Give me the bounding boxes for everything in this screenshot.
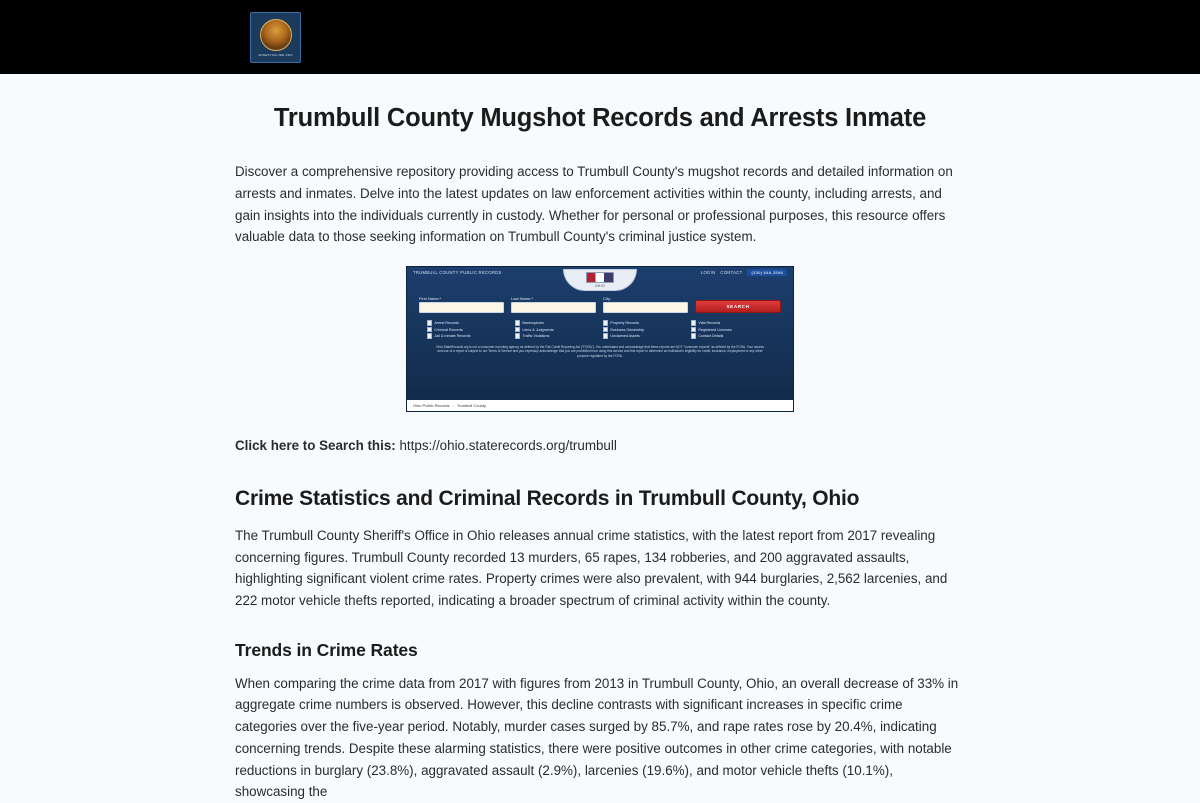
checkbox-label: Liens & Judgments [522, 327, 554, 332]
checkbox-icon[interactable] [603, 327, 608, 332]
breadcrumb-item-trumbull[interactable]: Trumbull County [456, 402, 487, 408]
screenshot-login-link[interactable]: LOGIN [700, 269, 716, 275]
city-field-group [603, 296, 688, 314]
checkbox-item[interactable] [691, 327, 773, 332]
search-link-label: Click here to Search this: [235, 437, 396, 453]
breadcrumb-item-ohio[interactable]: Ohio Public Records [413, 402, 450, 408]
search-link-url[interactable]: https://ohio.staterecords.org/trumbull [399, 437, 617, 453]
us-flag-icon [586, 272, 614, 283]
screenshot-search-form [415, 292, 785, 359]
checkbox-label: Criminal Records [434, 327, 463, 332]
checkbox-label: Property Records [610, 321, 640, 326]
checkbox-item[interactable] [603, 327, 685, 332]
last-name-input[interactable] [511, 302, 596, 313]
checkbox-label: Arrest Records [434, 321, 459, 326]
checkbox-label: Jail & Inmate Records [434, 333, 471, 338]
site-header [0, 0, 1200, 74]
ohio-crest-icon [563, 269, 637, 291]
subsection-body-trends: When comparing the crime data from 2017 with figures from 2013 in Trumbull County, Ohio, an overall decrease of 33% in aggregate crime numbers is observed. However, this decline contrasts with significant increases in specific crime categories over the five-year period. Notably, murder cases surged by 85.7%, and rape rates rose by 20.4%, indicating concerning trends. Despite these alarming statistics, there were positive outcomes in other crime categories, with notable reductions in burglary (23.8%), aggravated assault (2.9%), larcenies (19.6%), and motor vehicle thefts (10.1%), showcasing the [235, 675, 959, 800]
checkbox-icon[interactable] [691, 320, 696, 325]
checkbox-item[interactable] [603, 320, 685, 325]
checkbox-label: Contact Details [698, 333, 724, 338]
checkbox-icon[interactable] [427, 327, 432, 332]
checkbox-label: Business Ownership [610, 327, 645, 332]
page-title: Trumbull County Mugshot Records and Arrests Inmate [273, 104, 927, 132]
record-type-checkbox-grid [427, 320, 773, 338]
city-input[interactable] [603, 302, 688, 313]
article-page [0, 74, 1200, 803]
site-logo[interactable] [250, 12, 301, 63]
checkbox-icon[interactable] [427, 320, 432, 325]
figure-container [235, 266, 965, 412]
checkbox-label: Registered Licenses [698, 327, 732, 332]
checkbox-label: Traffic Violations [522, 333, 550, 338]
screenshot-phone[interactable]: (330) 646-3598 [747, 269, 787, 276]
screenshot-fields-row [415, 296, 785, 314]
search-button[interactable]: SEARCH [695, 300, 781, 313]
checkbox-label: Unclaimed Assets [610, 333, 640, 338]
crest-label: OHIO [594, 283, 606, 288]
fcra-disclaimer: Ohio.StateRecords.org is not a consumer reporting agency as defined by the Fair Credit Reporting Act ("FCRA"). You understand and acknowledge that these reports are NOT "consumer reports" as defined by the FCRA. Your access and use of a report is subject to our Terms of Service and you expressly acknowledge that you are prohibited from using this service and this report to determine an individual's eligibility for credit, insurance, employment or any other purpose regulated by the FCRA. [436, 344, 764, 359]
checkbox-icon[interactable] [603, 333, 608, 338]
screenshot-site-label: TRUMBULL COUNTY PUBLIC RECORDS [413, 269, 502, 275]
first-name-label: First Name:* [419, 295, 442, 301]
checkbox-item[interactable] [427, 320, 509, 325]
checkbox-label: Bankruptcies [522, 321, 544, 326]
search-link-line [235, 438, 965, 453]
checkbox-icon[interactable] [515, 320, 520, 325]
article-content [235, 74, 965, 803]
first-name-input[interactable] [419, 302, 504, 313]
section-heading-crime-statistics: Crime Statistics and Criminal Records in Trumbull County, Ohio [235, 486, 860, 510]
city-label: City: [603, 295, 611, 301]
checkbox-item[interactable] [515, 333, 597, 338]
checkbox-item[interactable] [691, 333, 773, 338]
staterecords-search-screenshot[interactable] [406, 266, 794, 412]
checkbox-item[interactable] [515, 320, 597, 325]
checkbox-item[interactable] [691, 320, 773, 325]
checkbox-label: Vital Records [698, 321, 721, 326]
checkbox-icon[interactable] [515, 333, 520, 338]
checkbox-item[interactable] [603, 333, 685, 338]
checkbox-item[interactable] [427, 327, 509, 332]
section-body-crime-statistics: The Trumbull County Sheriff's Office in Ohio releases annual crime statistics, with the latest report from 2017 revealing concerning figures. Trumbull County recorded 13 murders, 65 rapes, 134 robberies, and 200 aggravated assaults, highlighting significant violent crime rates. Property crimes were also prevalent, with 944 burglaries, 2,562 larcenies, and 222 motor vehicle thefts reported, indicating a broader spectrum of criminal activity within the county. [235, 527, 948, 609]
checkbox-icon[interactable] [603, 320, 608, 325]
intro-paragraph: Discover a comprehensive repository providing access to Trumbull County's mugshot records and detailed information on arrests and inmates. Delve into the latest updates on law enforcement activities within the county, including arrests, and gain insights into the individuals currently in custody. Whether for personal or professional purposes, this resource offers valuable data to those seeking information on Trumbull County's criminal justice system. [235, 164, 953, 245]
checkbox-icon[interactable] [691, 333, 696, 338]
logo-caption: ARRESTSGUIDE.ORG [258, 53, 293, 57]
last-name-field-group [511, 296, 596, 314]
checkbox-icon[interactable] [515, 327, 520, 332]
first-name-field-group [419, 296, 504, 314]
checkbox-item[interactable] [427, 333, 509, 338]
screenshot-breadcrumb [407, 400, 793, 411]
subsection-heading-trends: Trends in Crime Rates [235, 639, 418, 660]
last-name-label: Last Name:* [511, 295, 534, 301]
checkbox-item[interactable] [515, 327, 597, 332]
checkbox-icon[interactable] [427, 333, 432, 338]
screenshot-contact-link[interactable]: CONTACT [720, 269, 743, 275]
breadcrumb-separator-icon: › [452, 402, 454, 408]
logo-badge-icon [260, 19, 292, 51]
checkbox-icon[interactable] [691, 327, 696, 332]
